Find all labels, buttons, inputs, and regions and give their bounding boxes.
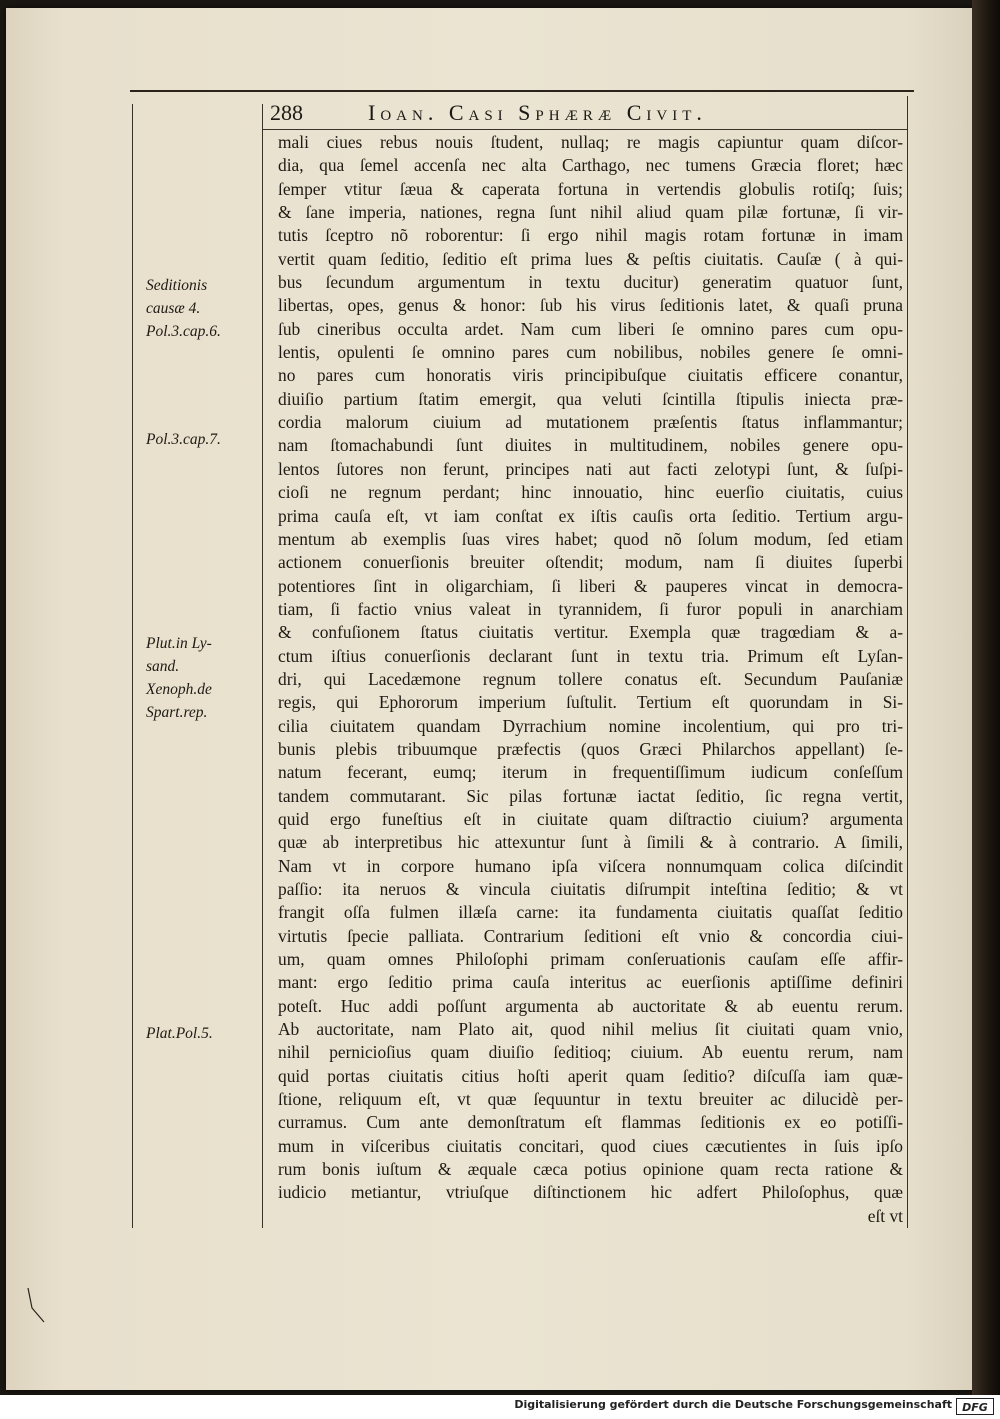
body-text-line: ctum iſtius conuerſionis declarant ſunt in textu tria. Primum eſt Lyſan- <box>278 645 903 666</box>
body-text-line: mali ciues rebus nouis ſtudent, nullaq; re magis capiuntur quam diſcor- <box>278 132 903 152</box>
body-text-line: quid ergo funeſtius eſt in ciuitate quam diſtractio ciuium? argumenta <box>278 808 903 829</box>
body-text-line: tiam, ſi factio vnius valeat in tyrannidem, ſi furor populi in anarchiam <box>278 598 903 619</box>
body-text-line: mant: ergo ſeditio prima cauſa interitus ac euerſionis aptiſſime definiri <box>278 972 903 993</box>
margin-note <box>146 632 258 724</box>
body-text-line: & confuſionem ſtatus ciuitatis vertitur. Exempla quæ tragœdiam & a- <box>278 622 903 643</box>
book-spine-edge <box>972 0 1000 1395</box>
body-text-line: prima cauſa eſt, vt iam conſtat ex iſtis cauſis orta ſeditio. Tertium argu- <box>278 505 903 526</box>
body-text-line: dri, qui Lacedæmone regnum tollere conatus eſt. Secundum Pauſaniæ <box>278 668 903 689</box>
body-text-line: Ab auctoritate, nam Plato ait, quod nihil melius ſit ciuitati quam vnio, <box>278 1019 903 1040</box>
margin-note <box>146 274 258 343</box>
margin-note-line: Pol.3.cap.7. <box>146 431 221 448</box>
body-text-line: ſtione, reliquum eſt, vt quæ ſequuntur in textu breuiter ac dilucidè per- <box>278 1089 903 1110</box>
margin-note-line: Plut.in Ly- <box>146 635 212 652</box>
running-title: Ioan. Casi Sphæræ Civit. <box>368 100 707 125</box>
body-text-line: cordia malorum ciuium ad mutationem præſentis ſtatus inflammantur; <box>278 412 903 433</box>
body-text-line: frangit oſſa fulmen illæſa carne: ita fundamenta ciuitatis quaſſat ſeditio <box>278 902 903 923</box>
margin-note-line: Plat.Pol.5. <box>146 1025 213 1042</box>
body-text-line: virtutis ſpecie palliata. Contrarium ſeditioni eſt vnio & concordia ciui- <box>278 925 903 946</box>
text-right-rule <box>907 96 908 1228</box>
body-text-line: mum in viſceribus ciuitatis concitari, quod ciues cæcutientes in ſuis ipſo <box>278 1135 903 1156</box>
body-text-line: bus ſecundum argumentum in textu ducitur) generatim quatuor ſunt, <box>278 272 903 293</box>
body-text-line: & ſane imperia, nationes, regna ſunt nihil aliud quam pilæ fortunæ, ſi vir- <box>278 202 903 223</box>
body-text-line: ſemper vtitur ſæua & caperata fortuna in vertendis globulis rotiſq; ſuis; <box>278 178 903 199</box>
body-text-line: tutis ſceptro nõ roborentur: ſi ergo nihil magis rotam fortunæ in imam <box>278 225 903 246</box>
body-text-line: no pares cum honoratis viris principibuſque ciuitatis efficere conantur, <box>278 365 903 386</box>
margin-note-line: sand. <box>146 658 180 675</box>
body-text-line: actionem conuerſionis breuiter oſtendit; modum, nam ſi diuites ſuperbi <box>278 552 903 573</box>
body-text-line: iudicio metiantur, vtriuſque diſtinctionem hic adfert Philoſophus, quæ <box>278 1182 903 1203</box>
body-text-line: cioſi ne regnum perdant; hinc innouatio, hinc euerſio ciuitatis, cuius <box>278 482 903 503</box>
body-text-line: diuiſio partium ſtatim emergit, qua veluti ſcintilla ſtipulis iniecta præ- <box>278 388 903 409</box>
column-divider-rule <box>262 104 263 1228</box>
margin-note-line: causæ 4. <box>146 300 201 317</box>
body-text <box>278 131 903 1228</box>
body-text-line: poteſt. Huc addi poſſunt argumenta ab auctoritate & ab euentu rerum. <box>278 995 903 1016</box>
margin-left-rule <box>132 104 133 1228</box>
body-text-line: tandem commutarant. Sic pilas fortunæ iactat ſeditio, ſic regna vertit, <box>278 785 903 806</box>
margin-note-line: Pol.3.cap.6. <box>146 323 221 340</box>
margin-note <box>146 1022 258 1045</box>
running-head <box>270 100 910 130</box>
margin-note <box>146 428 258 451</box>
body-text-line: lentos ſutores non ferunt, principes nati aut facti zelotypi ſunt, & ſuſpi- <box>278 458 903 479</box>
body-text-line: natum fecerant, eumq; iterum in frequentiſſimum iudicum conſeſſum <box>278 762 903 783</box>
body-text-line: rum bonis iuſtum & æquale cæca potius opinione quam recta ratione & <box>278 1159 903 1180</box>
body-text-line: ſub cineribus occulta ardet. Nam cum liberi ſe omnino pares cum opu- <box>278 318 903 339</box>
body-text-line: bunis plebis tribuumque præfectis (quos Græci Philarchos appellant) ſe- <box>278 738 903 759</box>
body-text-line: regis, qui Ephororum imperium ſuſtulit. Tertium eſt quorundam in Si- <box>278 692 903 713</box>
body-text-line: paſſio: ita neruos & vincula ciuitatis diſrumpit inteſtina ſeditio; & vt <box>278 879 903 899</box>
margin-note-line: Xenoph.de <box>146 681 212 698</box>
body-text-line: cilia ciuitatem quandam Dyrrachium nomine incolentium, qui pro tri- <box>278 715 903 736</box>
body-text-line: dia, qua ſemel accenſa nec alta Carthago, nec tumens Græcia floret; hæc <box>278 155 903 176</box>
body-text-line: curramus. Cum ante demonſtratum eſt flammas ſeditionis ex eo potiſſi- <box>278 1112 903 1133</box>
top-rule <box>130 90 914 92</box>
body-text-line: Nam vt in corpore humano ipſa viſcera nonnumquam colica diſcindit <box>278 855 903 876</box>
margin-note-line: Spart.rep. <box>146 704 208 721</box>
body-text-line: quæ ab interpretibus hic attexuntur ſunt à ſimili & à contrario. A ſimili, <box>278 832 903 853</box>
body-text-line: nihil pernicioſius quam diuiſio ſeditioq; ciuium. Ab euentu rerum, nam <box>278 1042 903 1063</box>
dfg-logo: DFG <box>956 1398 994 1415</box>
body-text-line: libertas, opes, genus & honor: ſub his virus ſeditionis latet, & quaſi pruna <box>278 295 903 316</box>
body-text-line: mentum ab exemplis ſuas vires habet; quod nõ ſolum modum, ſed etiam <box>278 528 903 549</box>
body-text-line: vertit quam ſeditio, ſeditio eſt prima lues & peſtis ciuitatis. Cauſæ ( à qui- <box>278 248 903 269</box>
body-text-line: lentis, opulenti ſe omnino pares cum nobilibus, nobiles genere ſe omni- <box>278 342 903 363</box>
pencil-mark <box>26 1286 46 1326</box>
body-text-line: nam ſtomachabundi ſunt diuites in multitudinem, nobiles genere opu- <box>278 435 903 456</box>
body-text-line: um, quam omnes Philoſophi primam conſeruationis cauſam eſſe affir- <box>278 949 903 970</box>
footer-bar <box>0 1395 1000 1419</box>
funding-credit: Digitalisierung gefördert durch die Deutsche Forschungsgemeinschaft <box>514 1398 952 1411</box>
body-text-line: eſt vt <box>867 1205 903 1226</box>
page-number: 288 <box>270 100 303 125</box>
body-text-line: quid portas ciuitatis citius hoſti aperit quam ſeditio? diſcuſſa iam quæ- <box>278 1065 903 1086</box>
margin-note-line: Seditionis <box>146 277 208 294</box>
body-text-line: potentiores ſint in oligarchiam, ſi liberi & pauperes vincat in democra- <box>278 575 903 596</box>
